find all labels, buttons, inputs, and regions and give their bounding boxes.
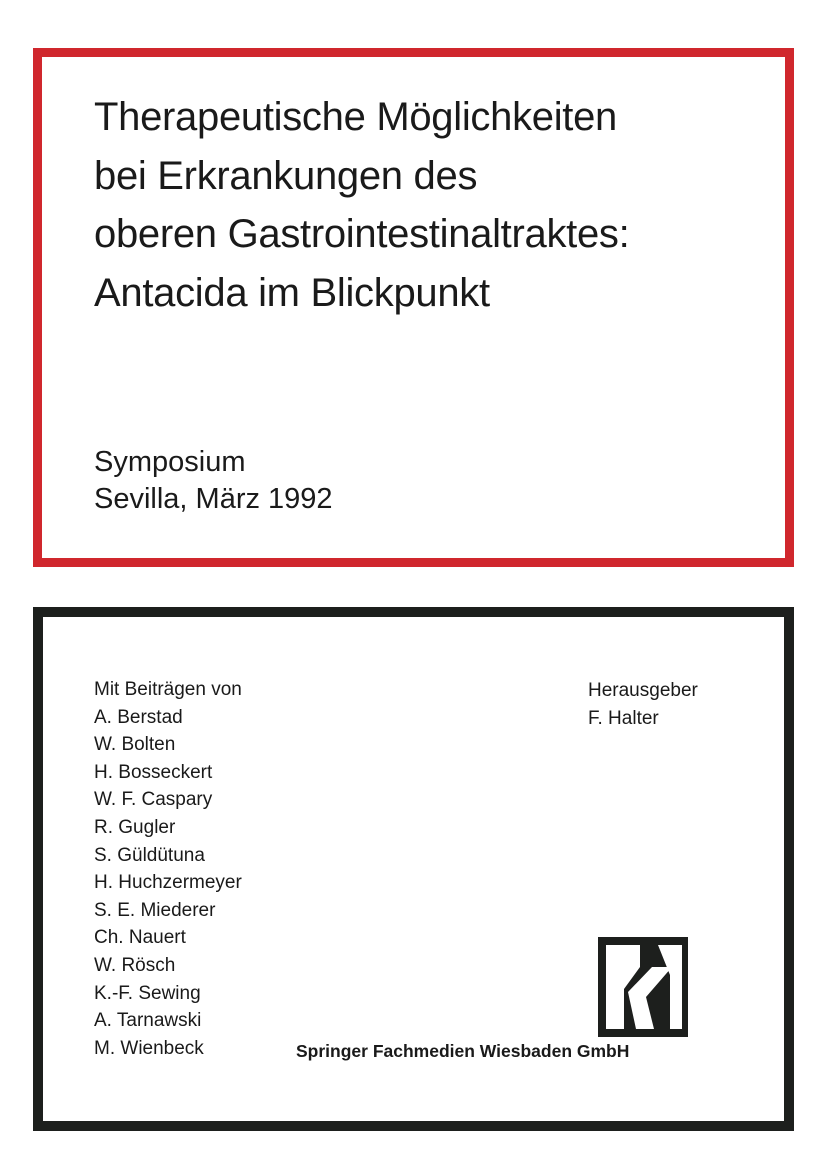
contributor-name: H. Huchzermeyer <box>94 872 242 894</box>
contributor-name: Ch. Nauert <box>94 927 186 949</box>
contributor-name: H. Bosseckert <box>94 761 213 783</box>
contributor-name: A. Tarnawski <box>94 1010 202 1032</box>
contributors-list <box>94 676 242 1062</box>
symposium-info <box>94 444 333 518</box>
contributor-name: K.-F. Sewing <box>94 982 201 1004</box>
symposium-label: Symposium <box>94 446 246 478</box>
contributor-name: S. E. Miederer <box>94 899 216 921</box>
contributor-name: R. Gugler <box>94 816 176 838</box>
editor-name: F. Halter <box>588 707 659 729</box>
contributor-name: M. Wienbeck <box>94 1037 204 1059</box>
title-line: oberen Gastrointestinaltraktes: <box>94 212 630 256</box>
contributor-name: W. Rösch <box>94 954 176 976</box>
contributor-name: A. Berstad <box>94 706 183 728</box>
title-line: Antacida im Blickpunkt <box>94 270 490 315</box>
contributors-heading: Mit Beiträgen von <box>94 679 242 700</box>
publisher-name: Springer Fachmedien Wiesbaden GmbH <box>296 1041 630 1061</box>
contributor-name: S. Güldütuna <box>94 844 205 866</box>
title-line: Therapeutische Möglichkeiten <box>94 95 618 139</box>
title-line: bei Erkrankungen des <box>94 153 478 198</box>
symposium-place-date: Sevilla, März 1992 <box>94 483 333 515</box>
editor-block <box>588 677 698 732</box>
editor-heading: Herausgeber <box>588 680 698 701</box>
springer-vieweg-logo-icon <box>598 937 688 1037</box>
contributor-name: W. Bolten <box>94 734 176 756</box>
book-title <box>94 88 774 322</box>
contributor-name: W. F. Caspary <box>94 789 213 811</box>
